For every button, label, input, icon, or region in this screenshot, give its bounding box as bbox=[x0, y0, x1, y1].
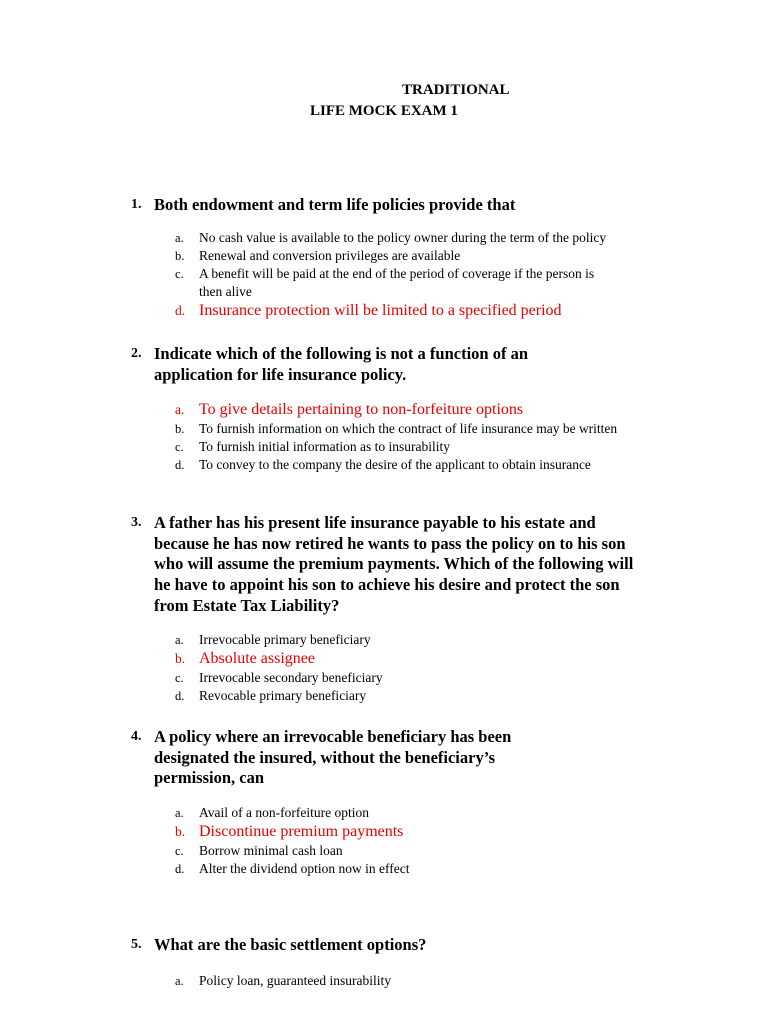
question-text: A policy where an irrevocable beneficiary has been designated the insured, without the beneficiary’s permission, can bbox=[154, 727, 512, 788]
option-c: c. To furnish initial information as to insurability bbox=[175, 439, 451, 455]
option-a-correct-answer: a. To give details pertaining to non-forfeiture options bbox=[175, 401, 524, 419]
exam-title-line2: LIFE MOCK EXAM 1 bbox=[310, 103, 458, 119]
option-a: a. Irrevocable primary beneficiary bbox=[175, 631, 371, 647]
option-a: a. Avail of a non-forfeiture option bbox=[175, 805, 369, 821]
option-c: c. A benefit will be paid at the end of the period of coverage if the person is then alive bbox=[175, 265, 595, 299]
option-b: b. To furnish information on which the contract of life insurance may be written bbox=[175, 421, 618, 437]
option-d-correct-answer: d. Insurance protection will be limited to a specified period bbox=[175, 301, 562, 319]
question-number: 5. bbox=[131, 937, 142, 952]
option-c: c. Borrow minimal cash loan bbox=[175, 843, 343, 859]
question-3 bbox=[131, 513, 651, 705]
question-4 bbox=[131, 727, 651, 878]
option-c: c. Irrevocable secondary beneficiary bbox=[175, 669, 383, 685]
option-a: a. Policy loan, guaranteed insurability bbox=[175, 972, 391, 988]
question-text: Both endowment and term life policies provide that bbox=[154, 195, 516, 214]
question-text: What are the basic settlement options? bbox=[154, 935, 427, 954]
question-2 bbox=[131, 344, 651, 474]
question-number: 4. bbox=[131, 729, 142, 744]
option-a: a. No cash value is available to the policy owner during the term of the policy bbox=[175, 229, 607, 245]
option-b: b. Renewal and conversion privileges are available bbox=[175, 247, 461, 263]
option-b-correct-answer: b. Absolute assignee bbox=[175, 649, 315, 667]
question-number: 3. bbox=[131, 515, 142, 530]
question-number: 1. bbox=[131, 197, 142, 212]
question-5 bbox=[131, 935, 651, 990]
option-d: d. Revocable primary beneficiary bbox=[175, 687, 367, 703]
question-text: Indicate which of the following is not a function of an application for life insurance policy. bbox=[154, 344, 529, 384]
question-number: 2. bbox=[131, 346, 142, 361]
question-1 bbox=[131, 195, 651, 321]
option-d: d. To convey to the company the desire of the applicant to obtain insurance bbox=[175, 457, 591, 473]
option-b-correct-answer: b. Discontinue premium payments bbox=[175, 823, 404, 841]
question-text: A father has his present life insurance payable to his estate and because he has now retired he wants to pass the policy on to his son who will assume the premium payments. Which of the following will he have to appoint his son to achieve his desire and protect the son from Estate Tax Liability? bbox=[154, 513, 634, 615]
option-d: d. Alter the dividend option now in effect bbox=[175, 861, 410, 877]
exam-title-line1: TRADITIONAL bbox=[402, 82, 510, 98]
